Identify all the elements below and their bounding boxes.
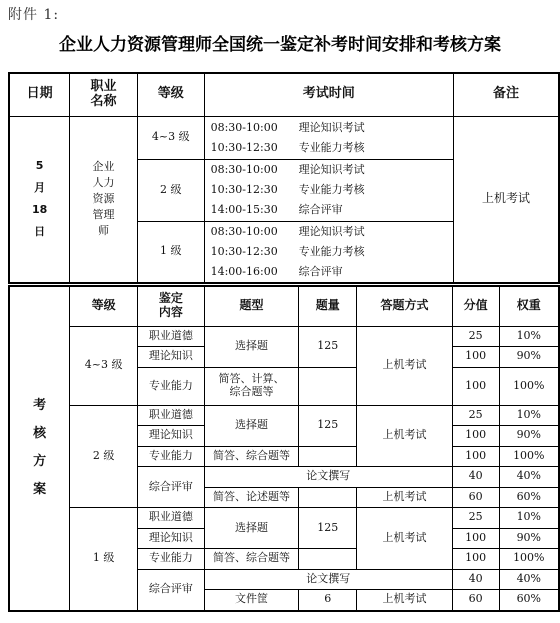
plan-row bbox=[9, 326, 559, 347]
plan-content: 综合评审 bbox=[138, 467, 205, 508]
time-subject: 理论知识考试 bbox=[298, 120, 365, 134]
plan-header-content-line2: 内容 bbox=[158, 305, 183, 320]
time-range: 14:00-16:00 bbox=[210, 264, 278, 278]
plan-score: 40 bbox=[452, 467, 499, 488]
plan-content: 专业能力 bbox=[138, 367, 205, 405]
plan-content: 职业道德 bbox=[138, 405, 205, 426]
plan-score: 25 bbox=[452, 326, 499, 347]
plan-score: 100 bbox=[452, 367, 499, 405]
plan-question-type bbox=[204, 367, 299, 405]
plan-level: 4~3 级 bbox=[70, 326, 138, 405]
plan-question-type: 选择题 bbox=[204, 405, 299, 446]
plan-weight: 100% bbox=[499, 367, 559, 405]
time-line bbox=[211, 262, 453, 282]
plan-answer-method: 上机考试 bbox=[357, 590, 453, 611]
plan-count-empty bbox=[299, 367, 357, 405]
plan-header-score: 分值 bbox=[452, 286, 499, 326]
plan-score: 100 bbox=[452, 446, 499, 467]
plan-answer-method: 上机考试 bbox=[357, 326, 453, 405]
date-char: 18 bbox=[31, 203, 48, 217]
plan-header-row bbox=[9, 286, 559, 326]
plan-header-count: 题量 bbox=[299, 286, 357, 326]
assessment-plan-table bbox=[8, 285, 560, 612]
header-remark: 备注 bbox=[454, 73, 559, 116]
plan-side-char: 考 bbox=[33, 398, 47, 414]
schedule-header-row bbox=[9, 73, 559, 116]
time-subject: 理论知识考试 bbox=[298, 224, 365, 238]
plan-score: 25 bbox=[452, 405, 499, 426]
plan-weight: 90% bbox=[499, 347, 559, 368]
plan-score: 100 bbox=[452, 347, 499, 368]
plan-weight: 40% bbox=[499, 569, 559, 590]
time-line bbox=[211, 138, 453, 158]
time-range: 08:30-10:00 bbox=[210, 120, 278, 134]
plan-row bbox=[9, 405, 559, 426]
job-name-cell bbox=[70, 116, 138, 283]
plan-score: 60 bbox=[452, 487, 499, 508]
plan-count: 6 bbox=[299, 590, 357, 611]
plan-row bbox=[9, 508, 559, 529]
schedule-level: 1 级 bbox=[137, 221, 204, 283]
schedule-level: 4~3 级 bbox=[137, 116, 204, 159]
plan-content: 理论知识 bbox=[138, 528, 205, 549]
plan-level: 2 级 bbox=[70, 405, 138, 508]
plan-header-question-type: 题型 bbox=[204, 286, 299, 326]
plan-content: 理论知识 bbox=[138, 347, 205, 368]
time-range: 10:30-12:30 bbox=[210, 140, 278, 154]
plan-count: 125 bbox=[299, 508, 357, 549]
plan-answer-method: 上机考试 bbox=[357, 487, 453, 508]
job-char: 管理 bbox=[92, 208, 115, 222]
plan-header-content bbox=[138, 286, 205, 326]
plan-score: 100 bbox=[452, 549, 499, 570]
plan-content: 理论知识 bbox=[138, 426, 205, 447]
schedule-row-level-43 bbox=[9, 116, 559, 159]
plan-header-answer-method: 答题方式 bbox=[357, 286, 453, 326]
job-char: 资源 bbox=[92, 192, 115, 206]
plan-question-type: 文件筐 bbox=[204, 590, 299, 611]
header-level: 等级 bbox=[137, 73, 204, 116]
plan-weight: 90% bbox=[499, 426, 559, 447]
plan-weight: 100% bbox=[499, 446, 559, 467]
plan-content: 职业道德 bbox=[138, 508, 205, 529]
plan-weight: 60% bbox=[499, 487, 559, 508]
time-subject: 综合评审 bbox=[298, 203, 343, 216]
plan-question-type-line1: 简答、计算、 bbox=[218, 372, 285, 386]
plan-side-label bbox=[9, 286, 70, 611]
date-char: 5 bbox=[35, 159, 44, 173]
plan-level: 1 级 bbox=[70, 508, 138, 611]
plan-weight: 100% bbox=[499, 549, 559, 570]
plan-weight: 10% bbox=[499, 326, 559, 347]
plan-weight: 40% bbox=[499, 467, 559, 488]
plan-side-char: 方 bbox=[33, 454, 47, 470]
time-line bbox=[211, 180, 453, 200]
plan-weight: 10% bbox=[499, 405, 559, 426]
plan-answer-method: 上机考试 bbox=[357, 405, 453, 467]
plan-question-type: 简答、综合题等 bbox=[204, 446, 299, 467]
plan-content: 专业能力 bbox=[138, 446, 205, 467]
time-range: 08:30-10:00 bbox=[210, 163, 278, 176]
header-job-line1: 职业 bbox=[90, 78, 117, 94]
time-subject: 专业能力考核 bbox=[298, 140, 365, 154]
time-range: 10:30-12:30 bbox=[210, 183, 278, 196]
document-title: 企业人力资源管理师全国统一鉴定补考时间安排和考核方案 bbox=[59, 35, 501, 55]
plan-header-content-line1: 鉴定 bbox=[158, 291, 183, 306]
schedule-table bbox=[8, 72, 560, 284]
schedule-times bbox=[204, 221, 453, 283]
plan-score: 100 bbox=[452, 426, 499, 447]
plan-question-type: 论文撰写 bbox=[204, 569, 452, 590]
date-cell bbox=[9, 116, 70, 283]
plan-question-type: 简答、论述题等 bbox=[204, 487, 299, 508]
plan-content: 专业能力 bbox=[138, 549, 205, 570]
plan-header-weight: 权重 bbox=[499, 286, 559, 326]
plan-question-type: 简答、综合题等 bbox=[204, 549, 299, 570]
plan-count: 125 bbox=[299, 405, 357, 446]
plan-question-type-line2: 综合题等 bbox=[229, 385, 274, 398]
schedule-level: 2 级 bbox=[137, 159, 204, 221]
time-range: 10:30-12:30 bbox=[210, 244, 278, 258]
header-exam-time: 考试时间 bbox=[204, 73, 453, 116]
job-char: 人力 bbox=[92, 176, 115, 190]
plan-score: 60 bbox=[452, 590, 499, 611]
time-range: 14:00-15:30 bbox=[210, 203, 278, 216]
plan-content: 综合评审 bbox=[138, 569, 205, 611]
plan-score: 40 bbox=[452, 569, 499, 590]
header-job-line2: 名称 bbox=[90, 93, 117, 109]
job-char: 师 bbox=[98, 224, 110, 238]
plan-count-empty bbox=[299, 446, 357, 467]
header-date: 日期 bbox=[9, 73, 70, 116]
plan-count-empty bbox=[299, 487, 357, 508]
schedule-times bbox=[204, 116, 453, 159]
plan-count: 125 bbox=[299, 326, 357, 367]
header-job-name bbox=[70, 73, 138, 116]
time-subject: 专业能力考核 bbox=[298, 244, 365, 258]
plan-side-char: 案 bbox=[33, 482, 47, 498]
attachment-label: 附件 1: bbox=[8, 7, 60, 23]
schedule-times bbox=[204, 159, 453, 221]
time-subject: 综合评审 bbox=[298, 264, 343, 278]
job-char: 企业 bbox=[92, 160, 115, 174]
plan-header-level: 等级 bbox=[70, 286, 138, 326]
time-line bbox=[211, 200, 453, 220]
time-line bbox=[211, 160, 453, 180]
plan-count-empty bbox=[299, 549, 357, 570]
plan-question-type: 选择题 bbox=[204, 508, 299, 549]
time-subject: 专业能力考核 bbox=[298, 183, 365, 196]
plan-weight: 90% bbox=[499, 528, 559, 549]
plan-content: 职业道德 bbox=[138, 326, 205, 347]
date-char: 月 bbox=[34, 181, 46, 195]
time-range: 08:30-10:00 bbox=[210, 224, 278, 238]
plan-score: 100 bbox=[452, 528, 499, 549]
time-line bbox=[211, 222, 453, 242]
schedule-remark: 上机考试 bbox=[454, 116, 559, 283]
plan-side-char: 核 bbox=[33, 426, 47, 442]
time-line bbox=[211, 118, 453, 138]
plan-answer-method: 上机考试 bbox=[357, 508, 453, 570]
plan-score: 25 bbox=[452, 508, 499, 529]
date-char: 日 bbox=[34, 225, 46, 239]
plan-question-type: 选择题 bbox=[204, 326, 299, 367]
time-subject: 理论知识考试 bbox=[298, 163, 365, 176]
plan-question-type: 论文撰写 bbox=[204, 467, 452, 488]
time-line bbox=[211, 242, 453, 262]
plan-weight: 60% bbox=[499, 590, 559, 611]
plan-weight: 10% bbox=[499, 508, 559, 529]
